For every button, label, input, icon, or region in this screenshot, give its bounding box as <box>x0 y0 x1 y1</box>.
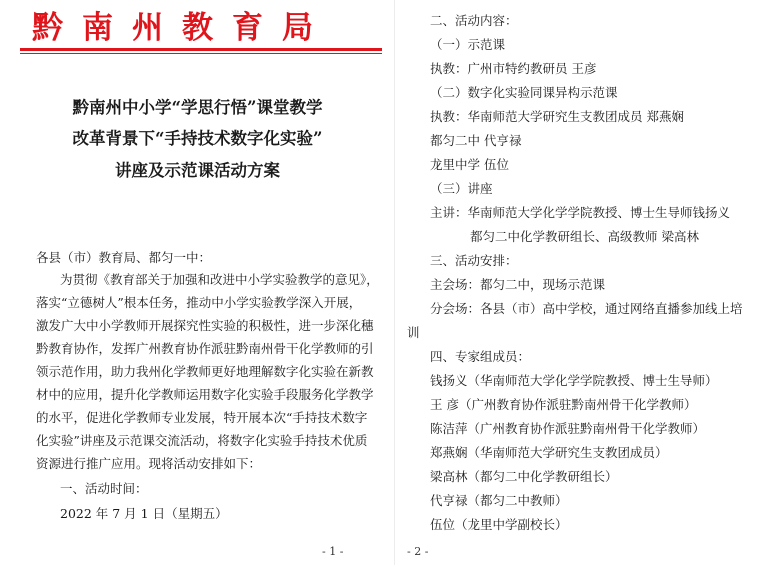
expert-line: 王 彦（广州教育协作派驻黔南州骨干化学教师） <box>430 397 697 412</box>
document-title-line: 讲座及示范课活动方案 <box>115 161 280 180</box>
document-title-line: 改革背景下“手持技术数字化实验” <box>72 129 323 148</box>
section-heading-time: 一、活动时间： <box>60 481 148 496</box>
document-page-2 <box>395 0 766 565</box>
expert-line: 陈洁萍（广州教育协作派驻黔南州骨干化学教师） <box>430 421 706 436</box>
document-title-line: 黔南州中小学“学思行悟”课堂教学 <box>72 98 323 117</box>
masthead-red-rule <box>20 48 382 51</box>
expert-line: 郑燕娴（华南师范大学研究生支教团成员） <box>430 445 668 460</box>
body-text-line: 材中的应用，提升化学教师运用数字化实验手段服务化学教学 <box>36 387 374 402</box>
content-line-wrap: 训 <box>407 325 420 340</box>
content-line: 龙里中学 伍位 <box>430 157 509 172</box>
body-text-line: 资源进行推广应用。现将活动安排如下： <box>36 456 262 471</box>
content-line: 都匀二中化学教研组长、高级教师 梁高林 <box>470 229 699 244</box>
page-number: - 2 - <box>407 545 429 558</box>
subsection-heading: （三）讲座 <box>430 181 493 196</box>
body-text-line: 为贯彻《教育部关于加强和改进中小学实验教学的意见》， <box>60 272 379 287</box>
subsection-heading: （一）示范课 <box>430 37 506 52</box>
body-text-line: 的水平，促进化学教师专业发展，特开展本次“手持技术数字 <box>36 410 368 425</box>
body-text-line: 领示范作用，助力我州化学教师更好地理解数字化实验在新教 <box>36 364 374 379</box>
event-date: 2022 年 7 月 1 日（星期五） <box>60 506 228 521</box>
masthead-title: 黔南州教育局 <box>32 10 332 46</box>
expert-line: 钱扬义（华南师范大学化学学院教授、博士生导师） <box>430 373 718 388</box>
expert-line: 伍位（龙里中学副校长） <box>430 517 568 532</box>
content-line: 都匀二中 代亨禄 <box>430 133 522 148</box>
content-line: 主会场：都匀二中，现场示范课 <box>430 277 606 292</box>
expert-line: 梁高林（都匀二中化学教研组长） <box>430 469 618 484</box>
section-heading-schedule: 三、活动安排： <box>430 253 518 268</box>
content-line: 执教：广州市特约教研员 王彦 <box>430 61 597 76</box>
body-text-line: 落实“立德树人”根本任务，推动中小学实验教学深入开展， <box>36 295 362 310</box>
content-line: 执教：华南师范大学研究生支教团成员 郑燕娴 <box>430 109 684 124</box>
body-text-line: 黔教育协作，发挥广州教育协作派驻黔南州骨干化学教师的引 <box>36 341 374 356</box>
body-text-line: 激发广大中小学教师开展探究性实验的积极性，进一步深化穗 <box>36 318 374 333</box>
content-line: 主讲：华南师范大学化学学院教授、博士生导师钱扬义 <box>430 205 731 220</box>
salutation-line: 各县（市）教育局、都匀一中： <box>36 250 212 265</box>
body-text-line: 化实验”讲座及示范课交流活动，将数字化实验手持技术优质 <box>36 433 368 448</box>
expert-line: 代亨禄（都匀二中教师） <box>430 493 568 508</box>
section-heading-experts: 四、专家组成员： <box>430 349 531 364</box>
content-line: 分会场：各县（市）高中学校，通过网络直播参加线上培 <box>430 301 743 316</box>
section-heading-content: 二、活动内容： <box>430 13 518 28</box>
page-number: - 1 - <box>322 545 344 558</box>
masthead-red-rule-thin <box>20 53 382 54</box>
subsection-heading: （二）数字化实验同课异构示范课 <box>430 85 618 100</box>
